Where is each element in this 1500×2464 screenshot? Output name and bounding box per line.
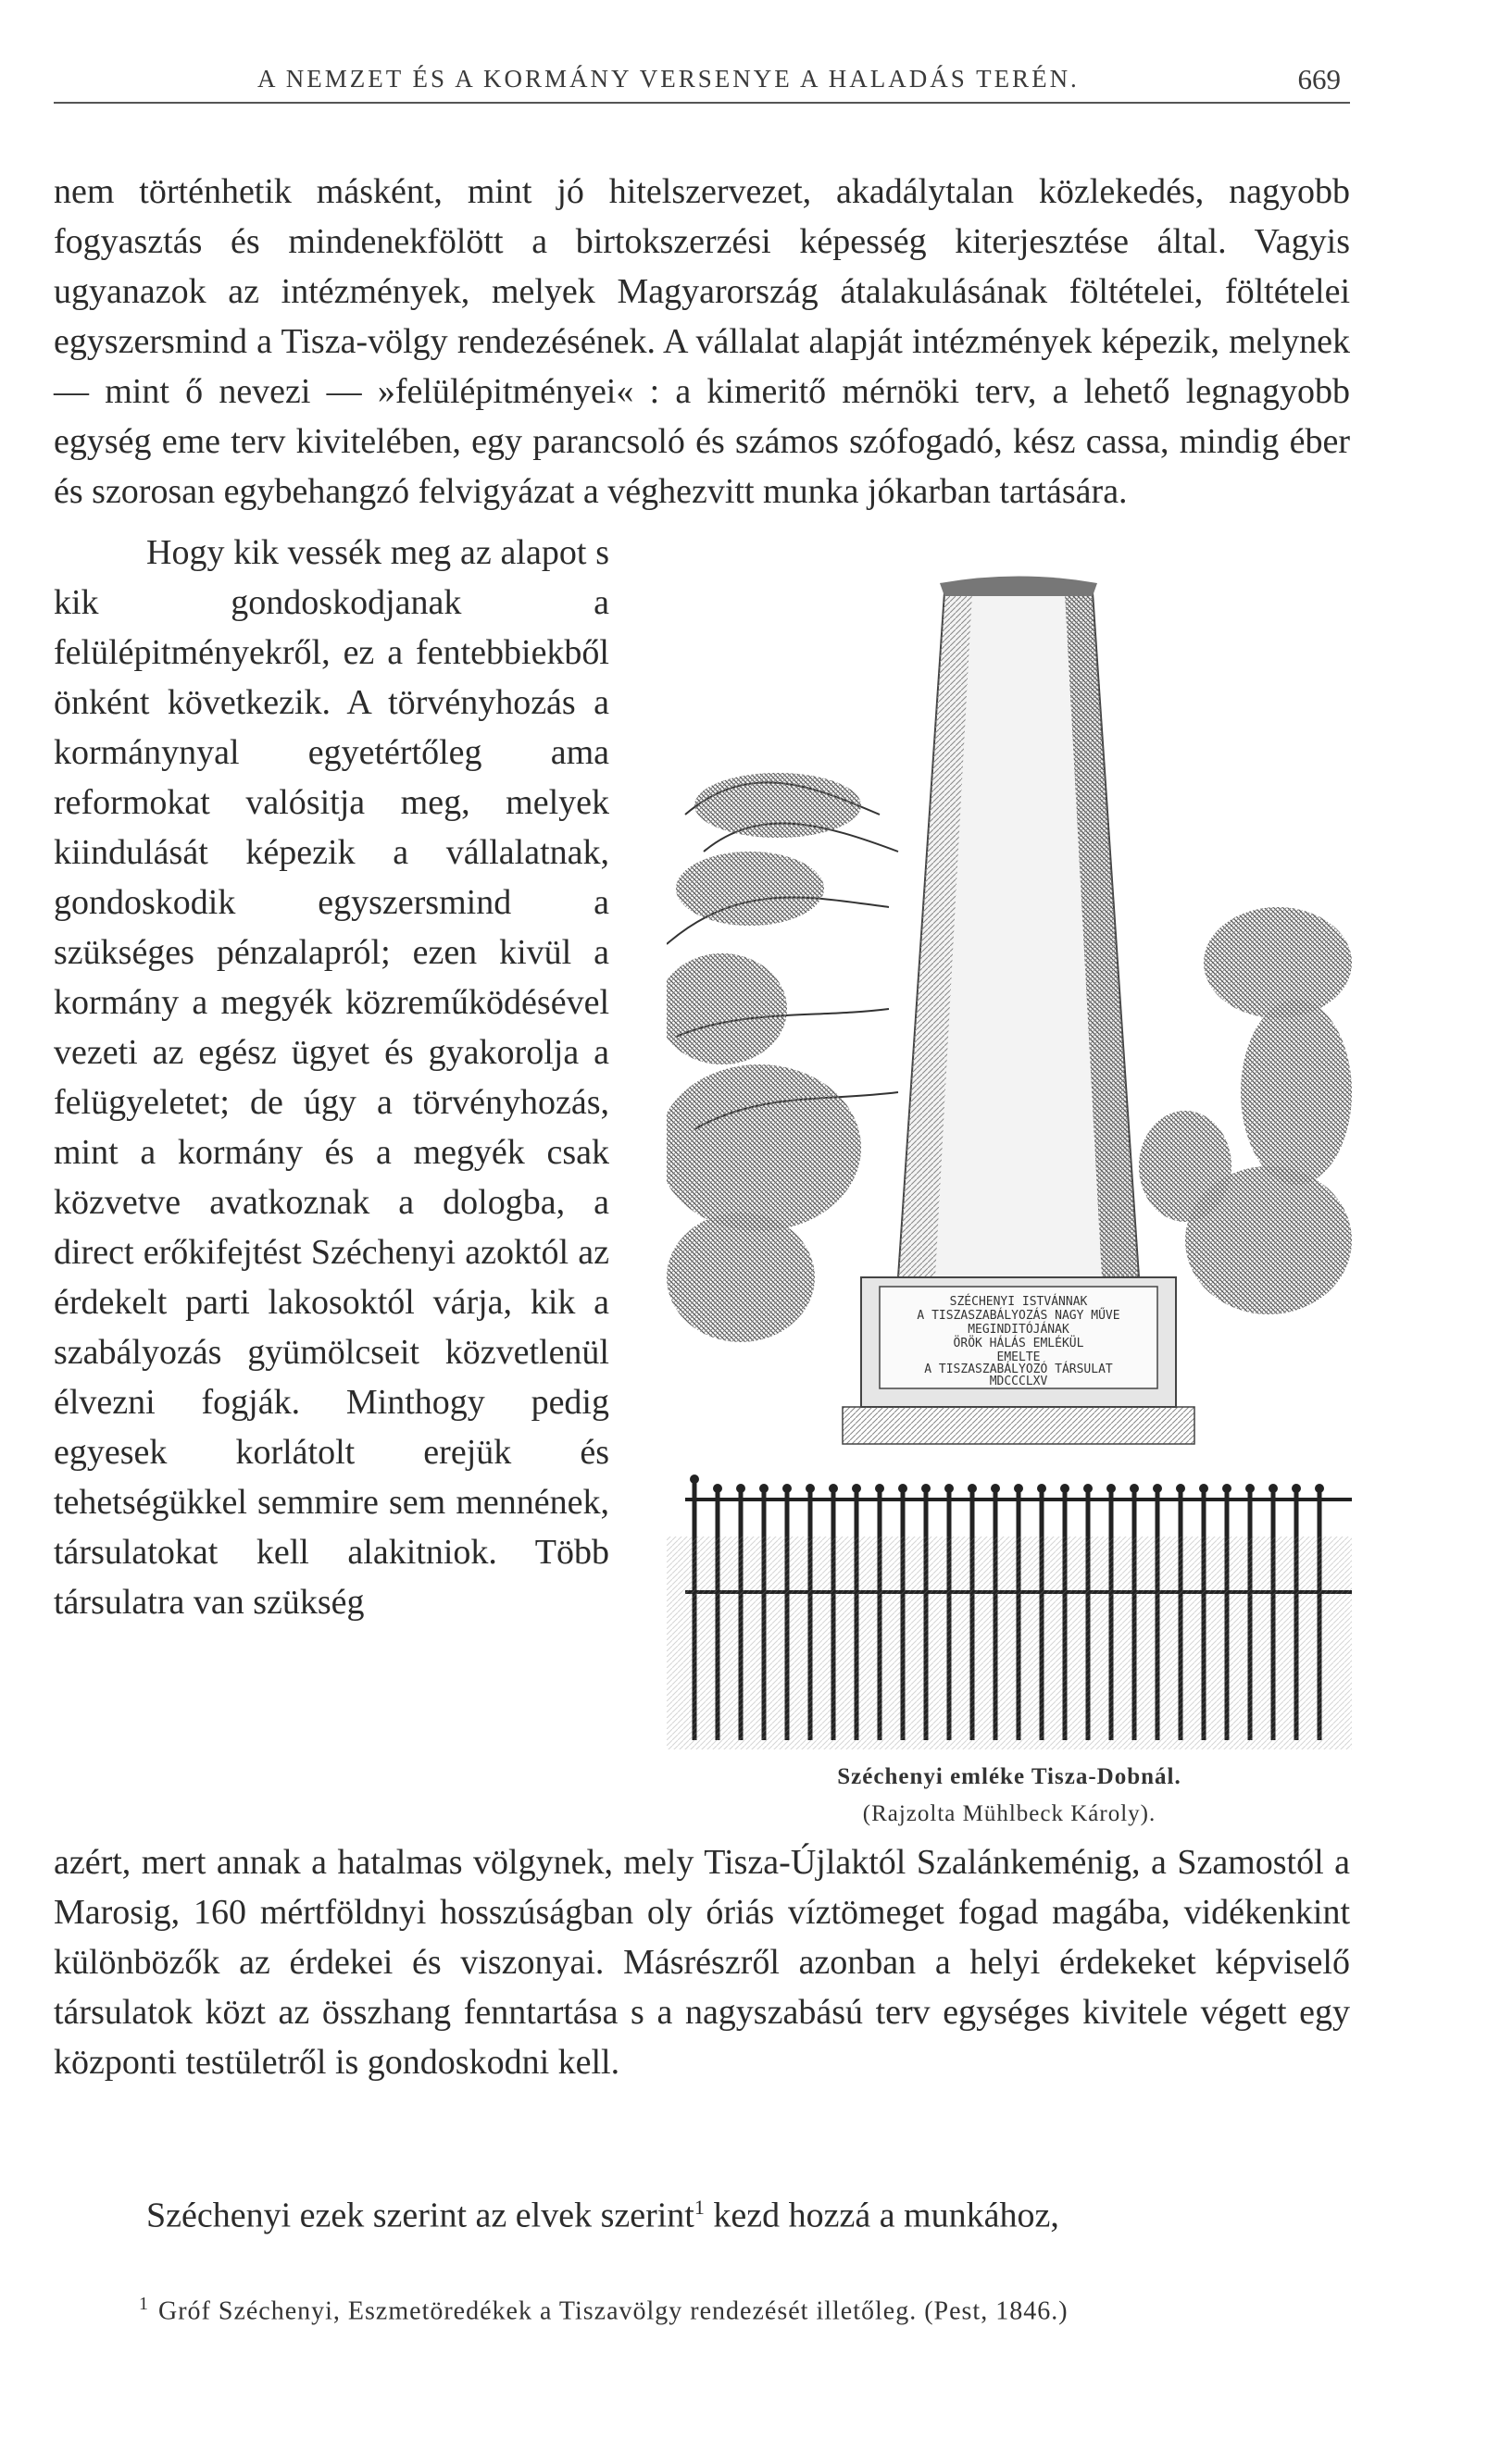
running-title: A NEMZET ÉS A KORMÁNY VERSENYE A HALADÁS TERÉN. bbox=[257, 65, 1080, 93]
footnote bbox=[139, 2294, 1361, 2326]
paragraph-2: Hogy kik vessék meg az alapot s kik gondoskodjanak a felülépitményekről, ez a fentebbiekből önként következik. A törvényhozás a kormánynyal egyetértőleg ama reformokat valósitja meg, melyek kiindulását képezik a vállalatnak, gondoskodik egyszersmind a szükséges pénzalapról; ezen kivül a kormány a megyék közreműködésével vezeti az egész ügyet és gyakorolja a felügyeletet; de úgy a törvényhozás, mint a kormány és a megyék csak közvetve avatkoznak a dologba, a direct erőkifejtést Széchenyi azoktól az érdekelt parti lakosoktól várja, kik a szabályozás gyümölcseit közvetlenül élvezni fogják. Minthogy pedig egyesek korlátolt erejük és tehetségükkel semmire sem mennének, társulatokat kell alakitniok. Több társulatra van szükség bbox=[54, 533, 609, 1622]
inscription-line: MDCCCLXV bbox=[989, 1375, 1048, 1388]
running-header bbox=[54, 56, 1350, 104]
paragraph-4-end: kezd hozzá a munkához, bbox=[713, 2196, 1059, 2235]
footnote-reference: 1 bbox=[694, 2196, 705, 2219]
inscription-line: MEGINDITÓJÁNAK bbox=[968, 1323, 1069, 1337]
caption-credit: (Rajzolta Mühlbeck Károly). bbox=[862, 1801, 1156, 1826]
inscription-line: A TISZASZABÁLYOZÓ TÁRSULAT bbox=[924, 1363, 1113, 1376]
paragraph-4 bbox=[54, 2183, 1350, 2241]
monument-illustration bbox=[667, 574, 1352, 1749]
footnote-text: Gróf Széchenyi, Eszmetöredékek a Tiszavölgy rendezését illetőleg. (Pest, 1846.) bbox=[158, 2296, 1069, 2326]
paragraph-4-start: Széchenyi ezek szerint az elvek szerint bbox=[146, 2196, 694, 2235]
inscription-line: A TISZASZABÁLYOZÁS NAGY MŰVE bbox=[917, 1309, 1120, 1323]
caption-title: Széchenyi emléke Tisza-Dobnál. bbox=[837, 1764, 1181, 1789]
inscription-line: SZÉCHENYI ISTVÁNNAK bbox=[949, 1295, 1088, 1309]
inscription-line: EMELTE bbox=[996, 1350, 1041, 1364]
footnote-mark: 1 bbox=[139, 2294, 149, 2314]
obelisk-engraving bbox=[667, 574, 1352, 1749]
paragraph-3: azért, mert annak a hatalmas völgynek, mely Tisza-Újlaktól Szalánkeménig, a Szamostól a Marosig, 160 mértföldnyi hosszúságban oly óriás víztömeget fogad magába, vidékenkint különbözők az érdekei és viszonyai. Másrészről azonban a helyi érdekeket képviselő társulatok közt az összhang fenntartása s a nagyszabású terv egységes kivitele végett egy központi testületről is gondoskodni kell. bbox=[54, 1843, 1350, 2082]
inscription-line: ÖRÖK HÁLÁS EMLÉKÜL bbox=[953, 1337, 1084, 1350]
page-number: 669 bbox=[1297, 63, 1341, 95]
figure-caption bbox=[667, 1759, 1352, 1833]
paragraph-1: nem történhetik másként, mint jó hitelszervezet, akadálytalan közlekedés, nagyobb fogyasztás és mindenekfölött a birtokszerzési képesség kiterjesztése által. Vagyis ugyanazok az intézmények, melyek Magyarország átalakulásának föltételei, föltételei egyszersmind a Tisza-völgy rendezésének. A vállalat alapját intézmények képezik, melynek — mint ő nevezi — »felülépitményei« : a kimeritő mérnöki terv, a lehető legnagyobb egység eme terv kivitelében, egy parancsoló és számos szófogadó, kész cassa, mindig éber és szorosan egybehangzó felvigyázat a véghezvitt munka jókarban tartására. bbox=[54, 172, 1350, 511]
